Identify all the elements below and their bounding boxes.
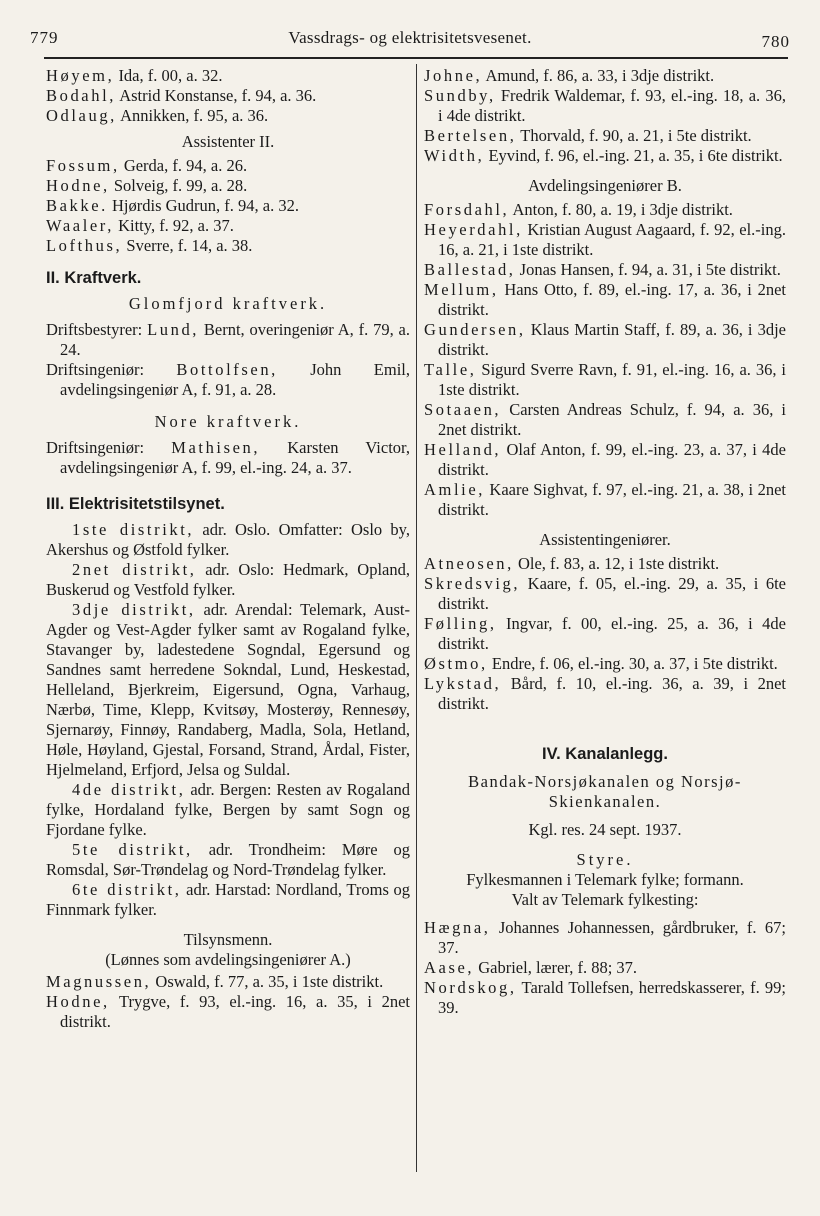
entry-name: Johne, [424,66,483,85]
entry-name: Atneosen, [424,554,514,573]
kanal-title: Bandak-Norsjøkanalen og Norsjø-Skienkanalen. [468,772,742,811]
entry-name: Width, [424,146,485,165]
staff-entry [424,554,786,574]
entry-details: Johannes Johannessen, gårdbruker, f. 67; 37. [438,918,786,957]
entry-name: Aase, [424,958,475,977]
page-number-right: 780 [761,32,790,51]
entry-name: Gundersen, [424,320,526,339]
entry-details: Hjørdis Gudrun, f. 94, a. 32. [107,196,299,215]
styre-valgt: Valt av Telemark fylkesting: [511,890,699,909]
entry-name: Sotaaen, [424,400,502,419]
entry-details: Kitty, f. 92, a. 37. [113,216,234,235]
entry-details: Amund, f. 86, a. 33, i 3dje distrikt. [482,66,715,85]
entry-name: 6te distrikt, [72,880,182,899]
entry-details: adr. Arendal: Telemark, Aust-Agder og Vest-Agder fylker samt av Rogaland fylke, Stavanger by, ladestedene Sogndal, Egersund og Sandnes samt herredene Sokndal, Lund, Heskestad, Helleland, Bjerkreim, Eigersund, Ogna, Varhaug, Nærbø, Time, Klepp, Kvitsøy, Mosterøy, Rennesøy, Sjernarøy, Finnøy, Randaberg, Madla, Sola, Hetland, Høle, Høyland, Gjestal, Forsand, Strand, Årdal, Fister, Hjelmeland, Erfjord, Jelsa og Suldal. [46,600,411,779]
district-paragraph [46,560,410,600]
entry-details: Kaare Sighvat, f. 97, el.-ing. 21, a. 38, i 2net distrikt. [438,480,786,519]
heading-kanalanlegg: IV. Kanalanlegg. [542,745,668,763]
entry-details: Carsten Andreas Schulz, f. 94, a. 36, i 2net distrikt. [438,400,786,439]
staff-entry [46,176,410,196]
left-column [46,66,410,1032]
entry-name: Hægna, [424,918,491,937]
staff-entry [424,480,786,520]
staff-entry [46,196,410,216]
entry-name: 5te distrikt, [72,840,193,859]
entry-name: Lykstad, [424,674,502,693]
entry-name: Hodne, [46,992,110,1011]
staff-entry [424,574,786,614]
entry-details: Tarald Tollefsen, herredskasserer, f. 99; 39. [438,978,786,1017]
right-column [424,66,786,1018]
entry-details: Kristian August Aagaard, f. 92, el.-ing. 16, a. 21, i 1ste distrikt. [438,220,786,259]
entry-details: Hans Otto, f. 89, el.-ing. 17, a. 36, i 2net distrikt. [438,280,786,319]
entry-name: Bertelsen, [424,126,517,145]
staff-entry [46,320,410,360]
entry-name: Skredsvig, [424,574,521,593]
board-member-entry [424,958,786,978]
entry-details: adr. Oslo: Hedmark, Opland, Buskerud og Vestfold fylker. [46,560,410,599]
staff-entry [46,360,410,400]
entry-name: 2net distrikt, [72,560,197,579]
entry-name: Nordskog, [424,978,517,997]
entry-name: Bodahl, [46,86,116,105]
staff-entry [424,360,786,400]
entry-role: Driftsingeniør: [46,360,177,379]
heading-kraftverk: II. Kraftverk. [46,269,142,287]
entry-name: Sundby, [424,86,496,105]
staff-entry [424,146,786,166]
staff-entry [46,438,410,478]
heading-tilsynsmenn: Tilsynsmenn. [183,930,273,949]
heading-styre: Styre. [576,850,634,869]
column-divider [416,64,417,1172]
entry-name: Bakke. [46,196,108,215]
entry-details: adr. Trondheim: Møre og Romsdal, Sør-Trøndelag og Nord-Trøndelag fylker. [46,840,410,879]
staff-entry [424,126,786,146]
entry-name: Bottolfsen, [176,360,278,379]
entry-name: Lofthus, [46,236,123,255]
entry-details: Bernt, overingeniør A, f. 79, a. 24. [60,320,410,359]
heading-nore: Nore kraftverk. [154,412,302,431]
entry-details: John Emil, avdelingsingeniør A, f. 91, a. 28. [60,360,410,399]
entry-details: adr. Oslo. Omfatter: Oslo by, Akershus og Østfold fylker. [46,520,410,559]
heading-avdelingsingeniorer-b: Avdelingsingeniører B. [528,176,682,195]
entry-details: Anton, f. 80, a. 19, i 3dje distrikt. [509,200,733,219]
entry-name: Magnussen, [46,972,152,991]
staff-entry [424,654,786,674]
staff-entry [46,86,410,106]
entry-name: Hodne, [46,176,110,195]
entry-details: Endre, f. 06, el.-ing. 30, a. 37, i 5te distrikt. [487,654,778,673]
entry-name: 1ste distrikt, [72,520,195,539]
entry-details: Gerda, f. 94, a. 26. [119,156,248,175]
entry-details: Jonas Hansen, f. 94, a. 31, i 5te distrikt. [515,260,781,279]
entry-name: Waaler, [46,216,114,235]
entry-role: Driftsingeniør: [46,438,172,457]
entry-name: Mathisen, [171,438,261,457]
entry-name: Lund, [147,320,200,339]
entry-details: Thorvald, f. 90, a. 21, i 5te distrikt. [516,126,752,145]
entry-name: Høyem, [46,66,115,85]
staff-entry [424,440,786,480]
styre-formann: Fylkesmannen i Telemark fylke; formann. [466,870,744,889]
entry-name: Østmo, [424,654,488,673]
staff-entry [46,66,410,86]
staff-entry [424,400,786,440]
staff-entry [424,674,786,714]
entry-name: Fossum, [46,156,120,175]
entry-details: Ole, f. 83, a. 12, i 1ste distrikt. [513,554,720,573]
entry-details: Astrid Konstanse, f. 94, a. 36. [116,86,317,105]
staff-entry [46,216,410,236]
entry-details: Eyvind, f. 96, el.-ing. 21, a. 35, i 6te distrikt. [484,146,783,165]
entry-details: Oswald, f. 77, a. 35, i 1ste distrikt. [151,972,384,991]
heading-assistenter: Assistenter II. [181,132,275,151]
entry-details: Sigurd Sverre Ravn, f. 91, el.-ing. 16, a. 36, i 1ste distrikt. [438,360,786,399]
heading-glomfjord: Glomfjord kraftverk. [128,294,328,313]
entry-details: Trygve, f. 93, el.-ing. 16, a. 35, i 2net distrikt. [60,992,410,1031]
entry-details: Annikken, f. 95, a. 36. [116,106,269,125]
district-paragraph [46,520,410,560]
entry-name: Helland, [424,440,502,459]
entry-details: Fredrik Waldemar, f. 93, el.-ing. 18, a. 36, i 4de distrikt. [438,86,786,125]
entry-name: Heyerdahl, [424,220,523,239]
entry-name: Mellum, [424,280,499,299]
entry-details: Olaf Anton, f. 99, el.-ing. 23, a. 37, i 4de distrikt. [438,440,786,479]
entry-details: Kaare, f. 05, el.-ing. 29, a. 35, i 6te distrikt. [438,574,786,613]
staff-entry [424,280,786,320]
district-paragraph [46,780,410,840]
staff-entry [46,106,410,126]
entry-details: Ingvar, f. 00, el.-ing. 25, a. 36, i 4de distrikt. [438,614,786,653]
heading-tilsyn: III. Elektrisitetstilsynet. [46,495,225,513]
entry-name: 3dje distrikt, [72,600,196,619]
kanal-resolution: Kgl. res. 24 sept. 1937. [528,820,682,839]
page-number-left: 779 [30,28,59,47]
staff-entry [46,972,410,992]
board-member-entry [424,918,786,958]
staff-entry [424,320,786,360]
tilsynsmenn-subheading: (Lønnes som avdelingsingeniører A.) [105,950,351,969]
entry-details: Solveig, f. 99, a. 28. [109,176,248,195]
header-rule [44,57,788,59]
district-paragraph [46,600,410,780]
entry-details: Klaus Martin Staff, f. 89, a. 36, i 3dje distrikt. [438,320,786,359]
staff-entry [424,86,786,126]
district-paragraph [46,880,410,920]
entry-role: Driftsbestyrer: [46,320,148,339]
entry-name: 4de distrikt, [72,780,186,799]
entry-details: Sverre, f. 14, a. 38. [122,236,253,255]
staff-entry [424,614,786,654]
staff-entry [424,200,786,220]
entry-details: adr. Bergen: Resten av Rogaland fylke, Hordaland fylke, Bergen by samt Sogn og Fjordane fylke. [46,780,410,839]
entry-details: adr. Harstad: Nordland, Troms og Finnmark fylker. [46,880,410,919]
staff-entry [424,220,786,260]
entry-details: Gabriel, lærer, f. 88; 37. [474,958,638,977]
district-paragraph [46,840,410,880]
entry-name: Amlie, [424,480,485,499]
board-member-entry [424,978,786,1018]
running-title: Vassdrags- og elektrisitetsvesenet. [288,28,532,47]
entry-name: Talle, [424,360,477,379]
entry-details: Ida, f. 00, a. 32. [114,66,223,85]
heading-assistentingeniorer: Assistentingeniører. [539,530,671,549]
entry-details: Karsten Victor, avdelingsingeniør A, f. 99, el.-ing. 24, a. 37. [60,438,410,477]
staff-entry [46,236,410,256]
staff-entry [424,66,786,86]
entry-name: Odlaug, [46,106,117,125]
page-header [30,28,790,56]
staff-entry [46,992,410,1032]
entry-details: Bård, f. 10, el.-ing. 36, a. 39, i 2net distrikt. [438,674,786,713]
entry-name: Følling, [424,614,497,633]
staff-entry [46,156,410,176]
entry-name: Forsdahl, [424,200,510,219]
entry-name: Ballestad, [424,260,516,279]
staff-entry [424,260,786,280]
